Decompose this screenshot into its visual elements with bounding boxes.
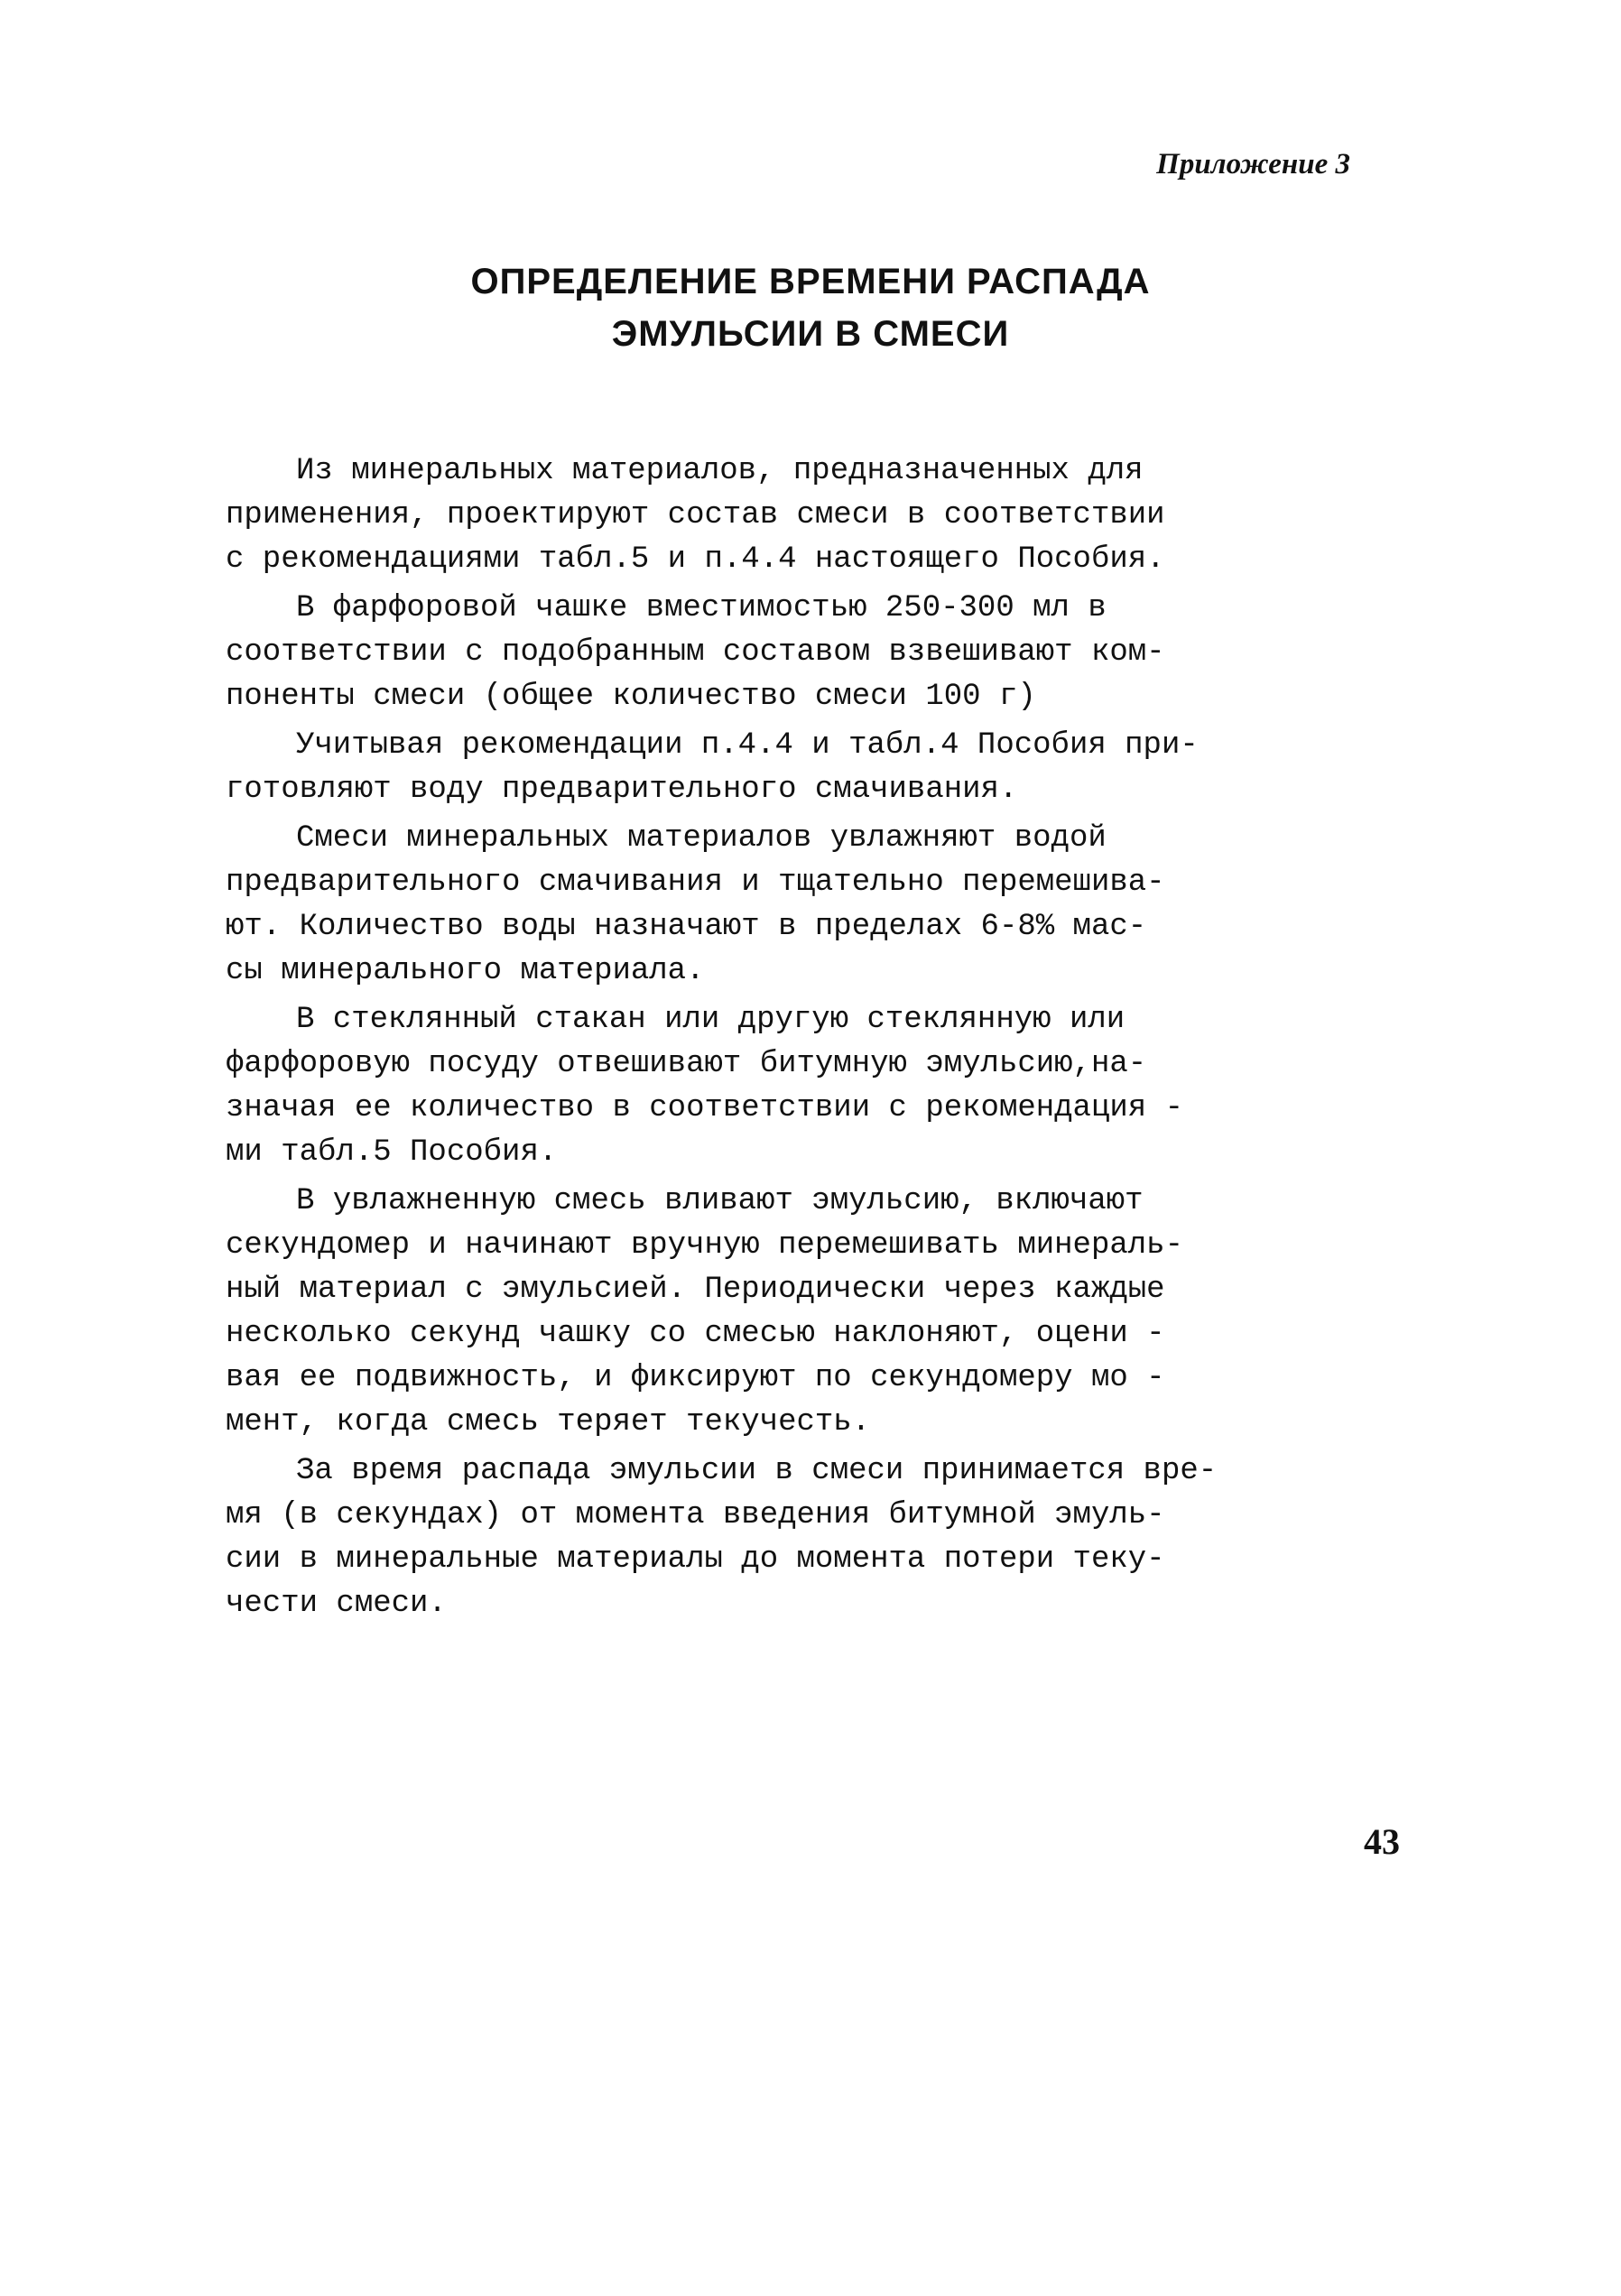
- paragraph-line: За время распада эмульсии в смеси принимается вре-: [296, 1454, 1218, 1488]
- page-title-line-2: ЭМУЛЬСИИ В СМЕСИ: [611, 314, 1010, 354]
- paragraph-line: В стеклянный стакан или другую стеклянную или: [296, 1003, 1125, 1037]
- paragraph-5: [226, 998, 1417, 1175]
- paragraph-3: [226, 724, 1417, 812]
- page-title-line-1: ОПРЕДЕЛЕНИЕ ВРЕМЕНИ РАСПАДА: [470, 262, 1151, 301]
- paragraph-line: В увлажненную смесь вливают эмульсию, включают: [296, 1184, 1144, 1218]
- paragraph-line: сы минерального материала.: [226, 954, 705, 988]
- paragraph-line: с рекомендациями табл.5 и п.4.4 настоящего Пособия.: [226, 542, 1165, 577]
- paragraph-line: соответствии с подобранным составом взвешивают ком-: [226, 635, 1165, 670]
- appendix-label: Приложение 3: [1156, 148, 1350, 181]
- paragraph-line: В фарфоровой чашке вместимостью 250-300 мл в: [296, 591, 1107, 625]
- page-title: [0, 255, 1621, 360]
- paragraph-line: применения, проектируют состав смеси в соответствии: [226, 498, 1165, 532]
- paragraph-4: [226, 817, 1417, 994]
- paragraph-6: [226, 1180, 1417, 1445]
- paragraph-2: [226, 587, 1417, 719]
- paragraph-line: ный материал с эмульсией. Периодически через каждые: [226, 1273, 1165, 1307]
- paragraph-line: ми табл.5 Пособия.: [226, 1135, 558, 1170]
- paragraph-line: чести смеси.: [226, 1587, 447, 1621]
- paragraph-line: вая ее подвижность, и фиксируют по секундомеру мо -: [226, 1361, 1165, 1395]
- paragraph-line: значая ее количество в соответствии с рекомендация -: [226, 1091, 1183, 1125]
- paragraph-line: сии в минеральные материалы до момента потери теку-: [226, 1542, 1165, 1577]
- paragraph-line: предварительного смачивания и тщательно перемешива-: [226, 866, 1165, 900]
- paragraph-line: Смеси минеральных материалов увлажняют водой: [296, 821, 1107, 856]
- paragraph-line: Из минеральных материалов, предназначенных для: [296, 454, 1144, 488]
- page-number: 43: [1364, 1821, 1400, 1862]
- paragraph-line: готовляют воду предварительного смачивания.: [226, 773, 1018, 807]
- paragraph-line: секундомер и начинают вручную перемешивать минераль-: [226, 1228, 1183, 1263]
- paragraph-line: мя (в секундах) от момента введения битумной эмуль-: [226, 1498, 1165, 1532]
- paragraph-line: поненты смеси (общее количество смеси 100 г): [226, 680, 1036, 714]
- paragraph-7: [226, 1449, 1417, 1626]
- paragraph-line: мент, когда смесь теряет текучесть.: [226, 1405, 871, 1440]
- paragraph-line: Учитывая рекомендации п.4.4 и табл.4 Пособия при-: [296, 728, 1199, 763]
- paragraph-line: ют. Количество воды назначают в пределах 6-8% мас-: [226, 910, 1147, 944]
- body-text: [226, 449, 1417, 1631]
- paragraph-line: несколько секунд чашку со смесью наклоняют, оцени -: [226, 1317, 1165, 1351]
- paragraph-line: фарфоровую посуду отвешивают битумную эмульсию,на-: [226, 1047, 1147, 1081]
- paragraph-1: [226, 449, 1417, 582]
